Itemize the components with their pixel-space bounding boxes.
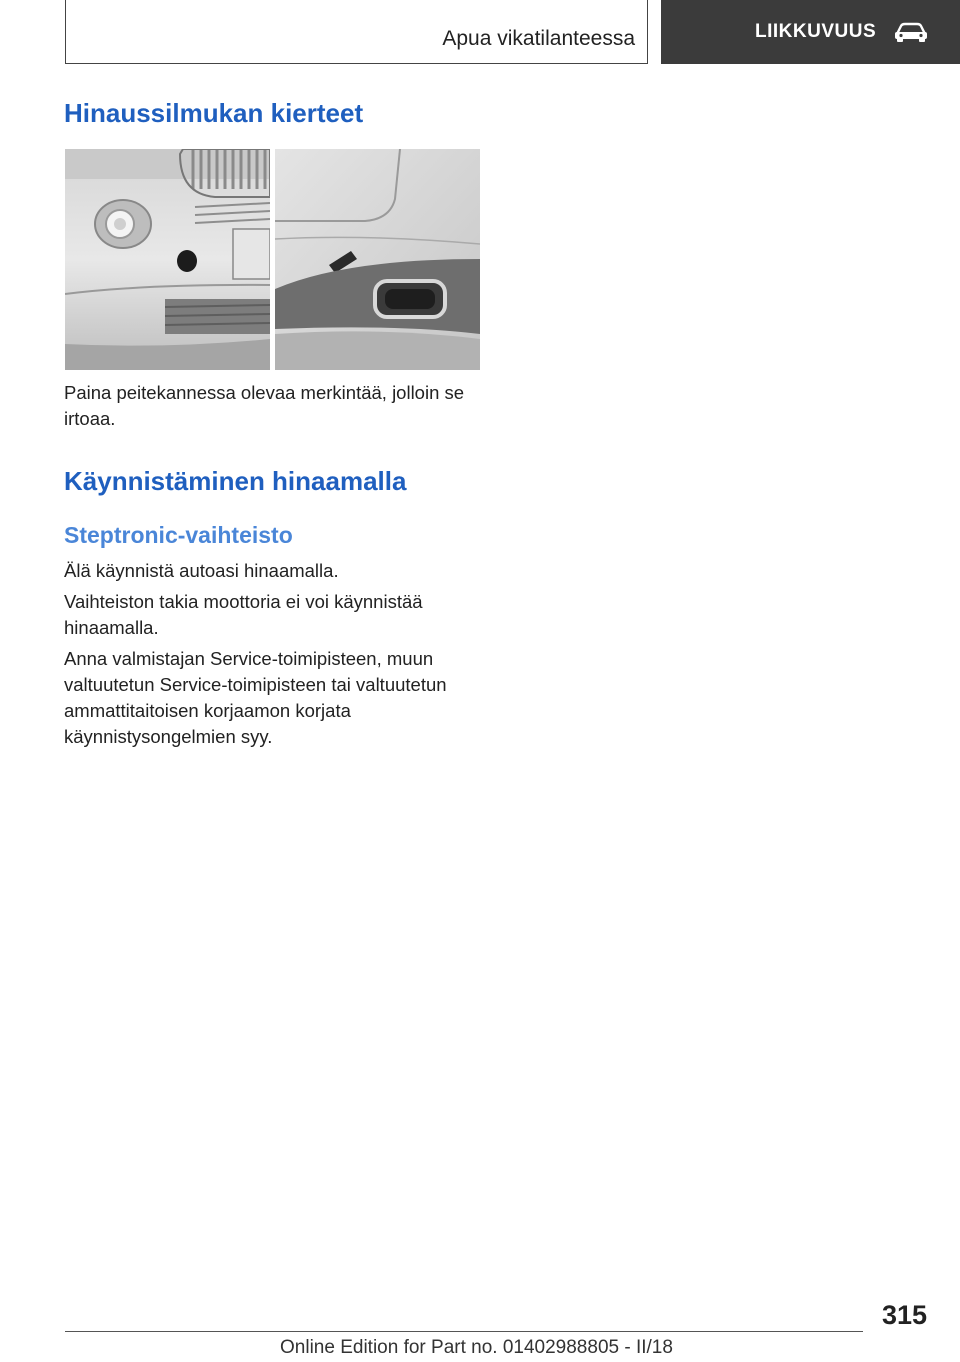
section-title: Käynnistäminen hinaamalla: [64, 466, 407, 496]
page-number: 315: [881, 1300, 927, 1330]
page-title: Hinaussilmukan kierteet: [64, 98, 364, 128]
chapter-tab-label: LIIKKUVUUS: [755, 21, 877, 42]
footer-edition-text: Online Edition for Part no. 01402988805 - II/18: [280, 1337, 673, 1358]
body-paragraph: Vaihteiston takia moottoria ei voi käynnistää hinaamalla.: [64, 591, 423, 638]
tow-eye-cover-illustration: [65, 149, 480, 370]
header-chapter-tab[interactable]: [661, 0, 960, 64]
footer-divider: [65, 1331, 863, 1332]
header-section-title: Apua vikatilanteessa: [442, 27, 635, 50]
car-icon: [894, 21, 928, 43]
body-paragraph: Älä käynnistä autoasi hinaamalla.: [64, 560, 339, 581]
body-paragraph: Anna valmistajan Service-toimipisteen, muun valtuutetun Service-toimipisteen tai valtuutetun ammattitaitoisen korjaamon korjata käynnistysongelmien syy.: [64, 648, 447, 747]
subsection-title: Steptronic-vaihteisto: [64, 522, 293, 548]
figure-caption: Paina peitekannessa olevaa merkintää, jolloin se irtoaa.: [64, 382, 465, 429]
